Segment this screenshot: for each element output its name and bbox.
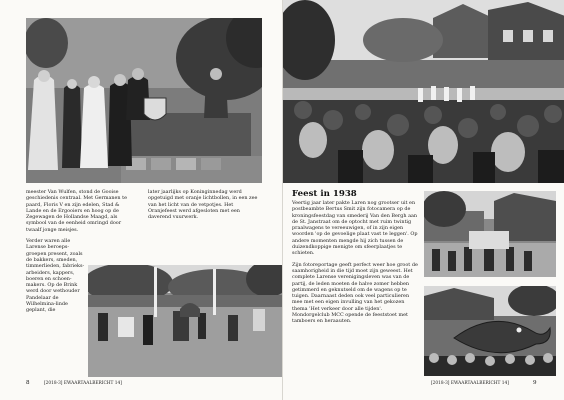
paragraph: Zijn fotoreportage geeft perfect weer hoe groot de saamhorigheid in die tijd moet zijn geweest. Het complete Larense verenigingsleven was van de partij, de leden moeten de halve zomer hebben getimmerd en geknutseld om de wagens op te tuigen. Daarnaast deden ook veel particulieren mee met een eigen invulling van het gekozen thema 'Het verkeer door alle tijden'. Mondorgelclub MCC opende de feeststoet met tamboers en heraauten. (292, 261, 418, 325)
page-number: 8 (26, 380, 30, 386)
photo-crowd (283, 0, 564, 183)
section-heading: Feest in 1938 (292, 189, 357, 199)
page-footer: [2018-3] EWAARTAALBERICHT 14] (431, 381, 509, 386)
left-column-2 (148, 189, 262, 220)
paragraph: Veertig jaar later pakte Laren nog grootser uit en postbeambte Bertus Smit zijn fotocamera op de kroningsfeestdag van smederij Van den Bergh aan de St. Janstraat om de optocht met ruim twintig praalwagens te vereeuwigen, of in zijn eigen woorden 'op de gevoelige plaat vast te leggen'. Op andere momenten mengde hij zich tussen de duizendkoppige menigte om sfeerplaatjes te schieten. (292, 200, 418, 257)
paragraph: later jaarlijks op Koninginnedag werd opgetuigd met oranje lichtbollen, in een zee van het licht van de vetpotjes. Het Oranjefeest werd afgesloten met een daverend vuurwerk. (148, 189, 258, 221)
photo-float-fish (424, 286, 556, 376)
photo-parade-houses (424, 191, 556, 277)
right-page (282, 0, 564, 400)
paragraph: Verder waren alle Larense beroeps-groepen present, zoals de bakkers, smeden, timmerlieden, fabrieks-arbeiders, kappers, boeren en schoen-makers. Op de Brink werd door wethouder Pandelaar de Wilhelmina-linde geplant, die (26, 238, 85, 314)
right-column (292, 200, 418, 325)
paragraph: meester Van Wulfen, stond de Gooise geschiedenis centraal. Met Germanen te paard, Floris V en zijn edelen, Stad & Lande en de Ergooiers en hoog op de Zegewagen de Hollandse Maagd, als symbool van de eenheid omringd door twaalf jonge meisjes. (26, 189, 127, 233)
photo-festival-ground (88, 265, 282, 377)
page-number: 9 (533, 380, 537, 386)
page-footer: [2018-3] EWAARTAALBERICHT 14] (44, 381, 122, 386)
photo-ceremony (26, 18, 262, 183)
